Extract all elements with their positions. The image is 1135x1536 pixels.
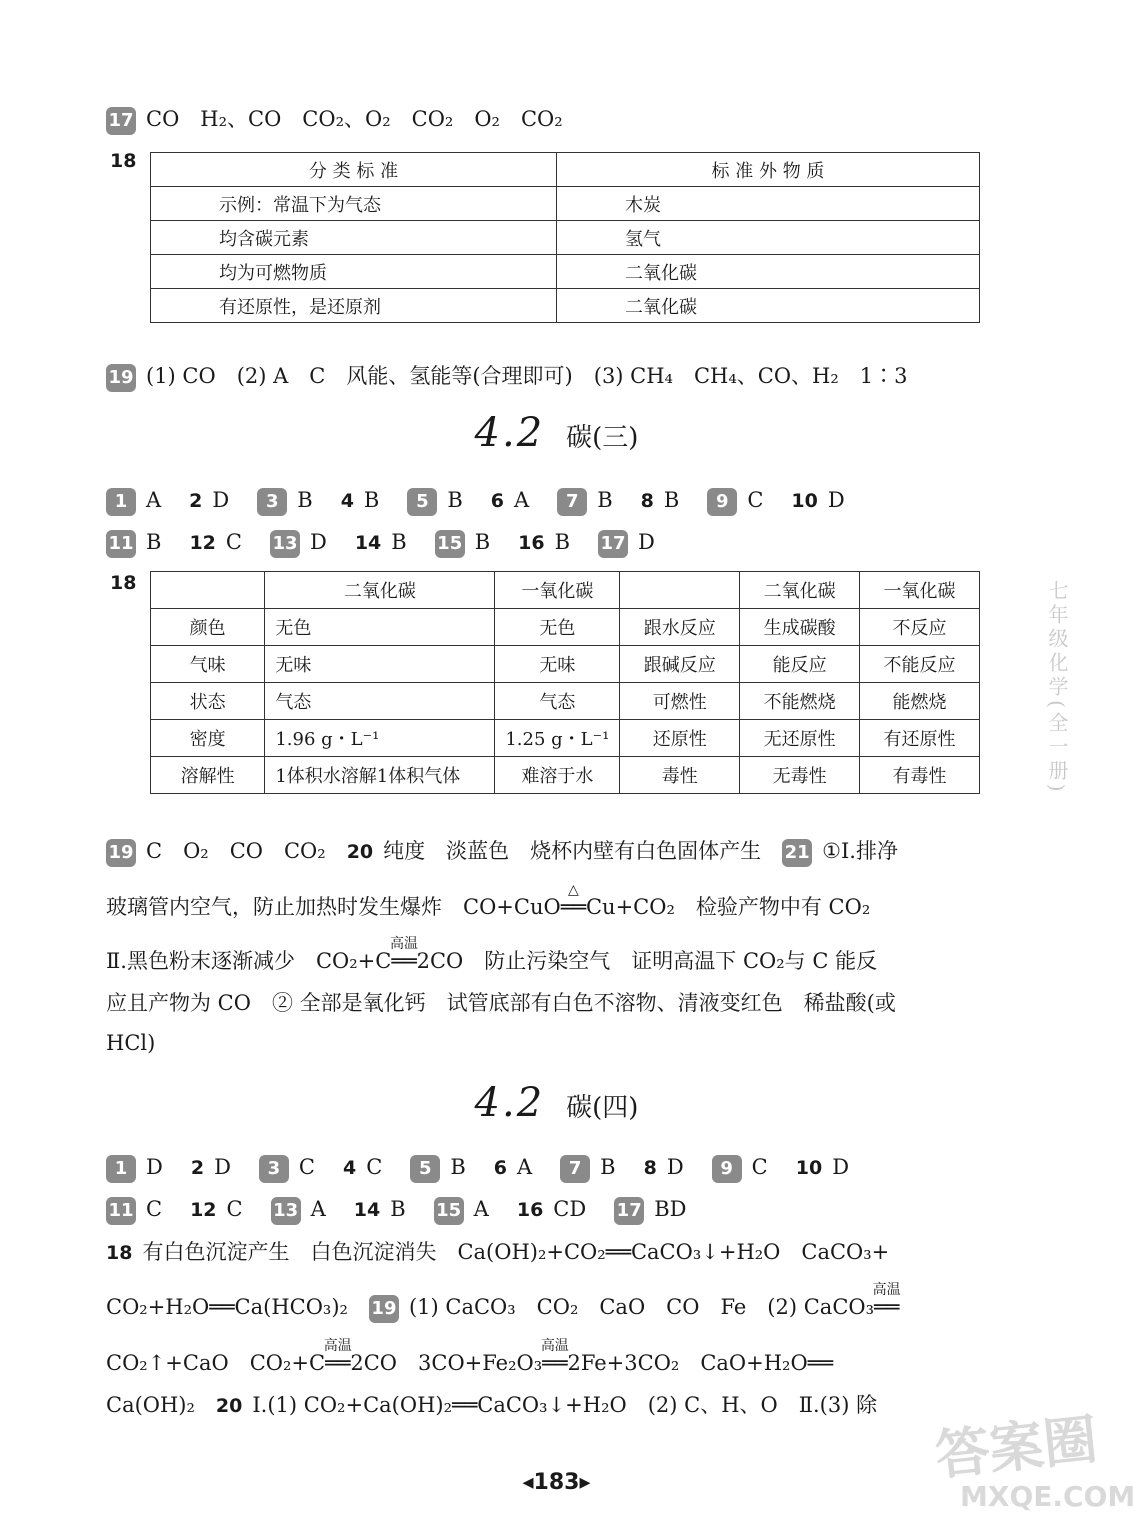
answer-text: 2Fe+3CO₂ CaO+H₂O══ <box>567 1351 833 1375</box>
table2-cell: 不能反应 <box>860 646 980 683</box>
question-badge: 11 <box>106 530 136 558</box>
watermark-url: MXQE.COM <box>960 1480 1135 1513</box>
table2-cell: 还原性 <box>620 720 740 757</box>
answer-choice: B <box>363 488 380 512</box>
answer-text: CO₂↑+CaO CO₂+C <box>106 1351 326 1375</box>
answer-choice: D <box>638 530 655 554</box>
answer-choice: C <box>366 1155 383 1179</box>
answer-choice: C <box>146 1197 163 1221</box>
table2-cell: 无色 <box>495 609 620 646</box>
question-badge: 9 <box>707 488 737 516</box>
question-badge-19: 19 <box>106 839 136 867</box>
page-number: ◂183▸ <box>522 1470 591 1495</box>
answer-choice: D <box>832 1155 850 1179</box>
table2-cell: 不反应 <box>860 609 980 646</box>
table2-header-cell: 一氧化碳 <box>860 572 980 609</box>
answer-text: 2CO 防止污染空气 证明高温下 CO₂与 C 能反 <box>416 949 878 973</box>
table1-cell: 示例：常温下为气态 <box>151 187 557 221</box>
answer-line-17 <box>106 103 563 135</box>
table2-cell: 有还原性 <box>860 720 980 757</box>
answer-17-text: CO H₂、CO CO₂、O₂ CO₂ O₂ CO₂ <box>146 107 563 131</box>
answer-text: HCl) <box>106 1031 156 1055</box>
question-badge: 15 <box>435 530 465 558</box>
question-number: 4 <box>343 1157 357 1179</box>
question-number: 6 <box>493 1157 507 1179</box>
answer-text: 玻璃管内空气，防止加热时发生爆炸 CO+CuO <box>106 895 561 919</box>
table2-cell: 1.96 g・L⁻¹ <box>265 720 495 757</box>
table1-cell: 木炭 <box>557 187 980 221</box>
answer-text: Ⅰ.(1) CO₂+Ca(OH)₂══CaCO₃↓+H₂O (2) C、H、O Ⅱ.(3) 除 <box>252 1393 878 1417</box>
classification-table <box>150 152 980 323</box>
answer-choice: B <box>554 530 571 554</box>
question-badge: 7 <box>560 1155 590 1183</box>
side-book-title: 七年级化学(全一册) <box>1045 580 1069 796</box>
table2-cell: 跟碱反应 <box>620 646 740 683</box>
section-title-text: 碳(三) <box>566 423 639 453</box>
table2-cell: 气态 <box>265 683 495 720</box>
answer-choice: C <box>225 530 242 554</box>
answer-text: 有白色沉淀产生 白色沉淀消失 Ca(OH)₂+CO₂══CaCO₃↓+H₂O CaCO₃+ <box>142 1240 890 1264</box>
question-number: 12 <box>189 532 216 554</box>
question-number: 6 <box>490 490 505 512</box>
answer-choice: D <box>666 1155 684 1179</box>
answer-paragraph-line <box>106 882 871 923</box>
answer-paragraph-line <box>106 936 878 977</box>
table2-cell: 密度 <box>151 720 265 757</box>
question-badge: 9 <box>712 1155 742 1183</box>
answer-line-19-21 <box>106 835 898 868</box>
answer-row-1 <box>106 1151 877 1184</box>
question-badge: 7 <box>557 488 587 516</box>
table1-cell: 二氧化碳 <box>557 255 980 289</box>
table1-cell: 均为可燃物质 <box>151 255 557 289</box>
table2-cell: 毒性 <box>620 757 740 794</box>
question-number-20: 20 <box>215 1395 243 1417</box>
table2-cell: 无色 <box>265 609 495 646</box>
section-title-text: 碳(四) <box>566 1093 639 1123</box>
answer-text: 纯度 淡蓝色 烧杯内壁有白色固体产生 <box>383 839 762 863</box>
table2-cell: 能燃烧 <box>860 683 980 720</box>
answer-choice: A <box>310 1197 326 1221</box>
table2-cell: 气味 <box>151 646 265 683</box>
table1-cell: 有还原性，是还原剂 <box>151 289 557 323</box>
reaction-condition: 高温 ══ <box>325 1347 350 1379</box>
answer-text: 2CO 3CO+Fe₂O₃ <box>350 1351 543 1375</box>
question-number: 10 <box>791 490 818 512</box>
question-number: 2 <box>189 490 203 512</box>
answer-choice: B <box>447 488 463 512</box>
table2-header-cell: 二氧化碳 <box>265 572 495 609</box>
table2-header-cell: 二氧化碳 <box>740 572 860 609</box>
table2-cell: 可燃性 <box>620 683 740 720</box>
question-badge: 3 <box>257 488 287 516</box>
question-badge: 1 <box>106 1155 136 1183</box>
table2-cell: 不能燃烧 <box>740 683 860 720</box>
condition-high-temp: 高温 <box>323 1338 352 1354</box>
table2-header-cell <box>151 572 265 609</box>
question-badge: 13 <box>270 530 300 558</box>
section-title-carbon-3 <box>0 410 1113 456</box>
answer-choice: B <box>597 488 613 512</box>
answer-19-text: (1) CO (2) A C 风能、氢能等(合理即可) (3) CH₄ CH₄、CO、H₂ 1∶3 <box>146 364 908 388</box>
question-number: 14 <box>353 1199 381 1221</box>
table2-cell: 生成碳酸 <box>740 609 860 646</box>
answer-choice: B <box>474 530 491 554</box>
answer-choice: C <box>298 1155 315 1179</box>
answer-choice: B <box>663 488 680 512</box>
answer-paragraph-line <box>106 987 896 1019</box>
table2-cell: 1.25 g・L⁻¹ <box>495 720 620 757</box>
table1-cell: 均含碳元素 <box>151 221 557 255</box>
table2-cell: 无味 <box>265 646 495 683</box>
table2-cell: 无味 <box>495 646 620 683</box>
answer-choice: A <box>146 488 162 512</box>
question-badge-17: 17 <box>106 107 136 135</box>
answer-row-1 <box>106 484 873 517</box>
table-row <box>151 683 980 720</box>
answer-paragraph-line <box>106 1236 889 1269</box>
reaction-condition: 高温 ══ <box>874 1291 899 1323</box>
answer-choice: A <box>516 1155 533 1179</box>
watermark-logo: 答案圈 <box>932 1407 1101 1488</box>
table2-cell: 状态 <box>151 683 265 720</box>
answer-text: ①Ⅰ.排净 <box>822 839 898 863</box>
answer-text: CO₂+H₂O══Ca(HCO₃)₂ <box>106 1295 348 1319</box>
answer-choice: B <box>146 530 162 554</box>
question-badge-19: 19 <box>106 364 136 392</box>
co2-co-comparison-table <box>150 571 980 794</box>
answer-paragraph-line <box>106 1389 877 1422</box>
question-number: 12 <box>190 1199 217 1221</box>
answer-choice: BD <box>654 1197 687 1221</box>
section-number: 4.2 <box>474 1080 545 1126</box>
table-row <box>151 609 980 646</box>
answer-choice: A <box>514 488 530 512</box>
table-row <box>151 646 980 683</box>
question-badge: 5 <box>410 1155 440 1183</box>
answer-choice: B <box>600 1155 616 1179</box>
table2-cell: 跟水反应 <box>620 609 740 646</box>
table2-cell: 无还原性 <box>740 720 860 757</box>
answer-choice: B <box>450 1155 466 1179</box>
answer-choice: D <box>827 488 845 512</box>
answer-text: Ca(OH)₂ <box>106 1393 195 1417</box>
table1-cell: 氢气 <box>557 221 980 255</box>
question-badge: 17 <box>598 530 628 558</box>
question-number: 16 <box>516 1199 544 1221</box>
question-badge: 15 <box>434 1197 464 1225</box>
question-badge: 13 <box>271 1197 301 1225</box>
question-badge-21: 21 <box>782 839 812 867</box>
question-badge: 5 <box>407 488 437 516</box>
answer-choice: D <box>309 530 327 554</box>
answer-paragraph-line <box>106 1338 833 1379</box>
question-badge: 11 <box>106 1197 136 1225</box>
answer-row-2 <box>106 1193 714 1226</box>
reaction-condition: 高温 ══ <box>542 1347 567 1379</box>
answer-choice: B <box>391 530 407 554</box>
table2-header-cell <box>620 572 740 609</box>
table2-cell: 无毒性 <box>740 757 860 794</box>
question-badge: 1 <box>106 488 136 516</box>
answer-choice: C <box>747 488 764 512</box>
answer-line-19 <box>106 360 908 392</box>
question-number: 8 <box>643 1157 657 1179</box>
answer-choice: D <box>214 1155 231 1179</box>
reaction-condition: △ ══ <box>561 891 586 923</box>
answer-choice: B <box>297 488 313 512</box>
table2-cell: 颜色 <box>151 609 265 646</box>
question-number: 14 <box>354 532 382 554</box>
table2-cell: 气态 <box>495 683 620 720</box>
question-number-18a: 18 <box>110 150 137 172</box>
question-badge-19: 19 <box>369 1295 399 1323</box>
table-row <box>151 757 980 794</box>
condition-high-temp: 高温 <box>872 1282 901 1298</box>
question-badge: 3 <box>259 1155 289 1183</box>
table2-cell: 能反应 <box>740 646 860 683</box>
question-number: 8 <box>640 490 654 512</box>
condition-high-temp: 高温 <box>540 1338 569 1354</box>
section-title-carbon-4 <box>0 1080 1113 1126</box>
answer-paragraph-line <box>106 1282 901 1323</box>
table1-cell: 二氧化碳 <box>557 289 980 323</box>
table1-head-0: 分 类 标 准 <box>151 153 557 187</box>
answer-choice: B <box>390 1197 406 1221</box>
answer-choice: D <box>212 488 230 512</box>
section-number: 4.2 <box>474 410 545 456</box>
answer-choice: C <box>751 1155 768 1179</box>
answer-choice: A <box>473 1197 489 1221</box>
condition-high-temp: 高温 <box>389 936 418 952</box>
table-row <box>151 720 980 757</box>
answer-paragraph-line <box>106 1027 155 1059</box>
answer-text: Cu+CO₂ 检验产物中有 CO₂ <box>585 895 871 919</box>
question-number: 4 <box>340 490 354 512</box>
answer-text: (1) CaCO₃ CO₂ CaO CO Fe (2) CaCO₃ <box>408 1295 875 1319</box>
question-number: 10 <box>795 1157 823 1179</box>
answer-choice: C <box>226 1197 243 1221</box>
answer-text: C O₂ CO CO₂ <box>146 839 326 863</box>
question-number-18b: 18 <box>110 572 137 594</box>
table1-head-1: 标 准 外 物 质 <box>557 153 980 187</box>
table2-cell: 溶解性 <box>151 757 265 794</box>
question-badge: 17 <box>614 1197 644 1225</box>
table2-cell: 难溶于水 <box>495 757 620 794</box>
answer-text: Ⅱ.黑色粉末逐渐减少 CO₂+C <box>106 949 392 973</box>
answer-choice: D <box>146 1155 163 1179</box>
question-number: 16 <box>518 532 545 554</box>
answer-row-2 <box>106 526 683 559</box>
question-number: 2 <box>190 1157 205 1179</box>
table2-cell: 1体积水溶解1体积气体 <box>265 757 495 794</box>
question-number-20: 20 <box>346 841 374 863</box>
table2-cell: 有毒性 <box>860 757 980 794</box>
answer-choice: CD <box>553 1197 587 1221</box>
answer-text: 应且产物为 CO ② 全部是氧化钙 试管底部有白色不溶物、清液变红色 稀盐酸(或 <box>106 991 896 1015</box>
question-number-18: 18 <box>106 1242 133 1264</box>
reaction-condition: 高温 ══ <box>391 945 416 977</box>
table2-header-cell: 一氧化碳 <box>495 572 620 609</box>
condition-heat: △ <box>567 882 579 898</box>
